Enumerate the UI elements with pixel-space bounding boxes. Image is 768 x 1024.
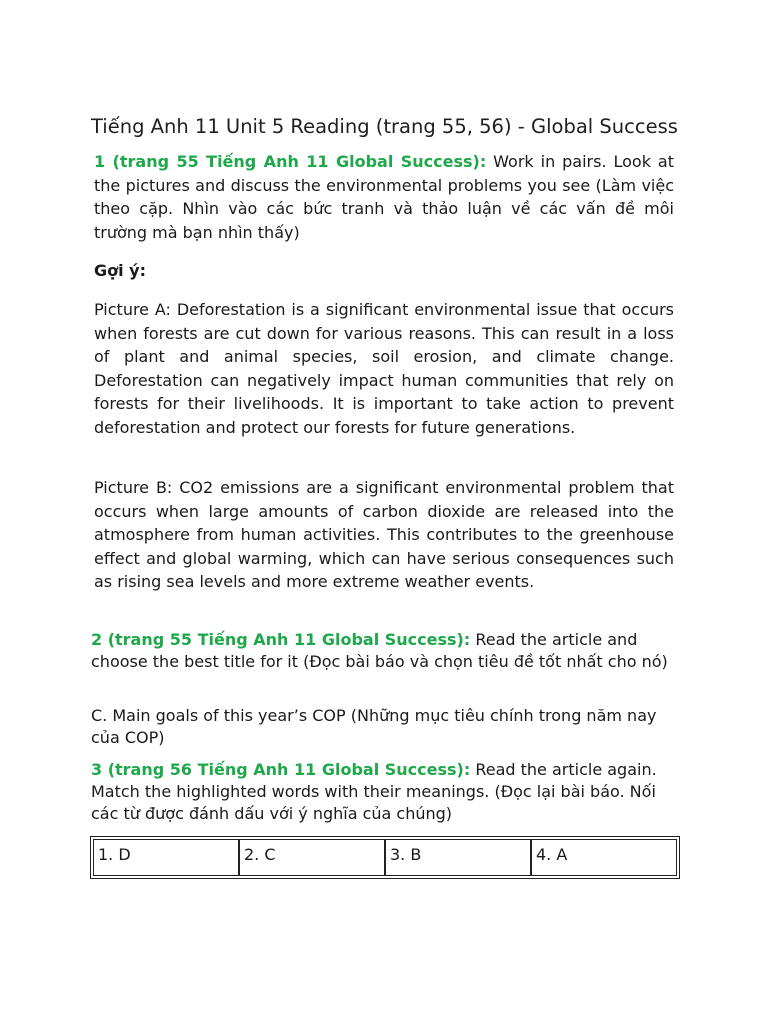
answer-cell-3: 3. B <box>386 840 532 875</box>
picture-b-paragraph: Picture B: CO2 emissions are a significant environmental problem that occurs when large amounts of carbon dioxide are released into the atmosphere from human activities. This contributes to the greenhouse effect and global warming, which can have serious consequences such as rising sea levels and more extreme weather events. <box>94 478 674 591</box>
answer-table <box>90 836 680 879</box>
question-1-text: Work in pairs. Look at the pictures and discuss the environmental problems you see (Làm việc theo cặp. Nhìn vào các bức tranh và thảo luận về các vấn đề môi trường mà bạn nhìn thấy) <box>94 152 674 242</box>
answer-cell-2: 2. C <box>240 840 386 875</box>
question-3-label: 3 (trang 56 Tiếng Anh 11 Global Success): <box>91 760 471 779</box>
question-2-label: 2 (trang 55 Tiếng Anh 11 Global Success): <box>91 630 471 649</box>
question-1 <box>94 150 674 244</box>
picture-a-paragraph: Picture A: Deforestation is a significant environmental issue that occurs when forests are cut down for various reasons. This can result in a loss of plant and animal species, soil erosion, and climate change. Deforestation can negatively impact human communities that rely on forests for their livelihoods. It is important to take action to prevent deforestation and protect our forests for future generations. <box>94 300 674 437</box>
page-title: Tiếng Anh 11 Unit 5 Reading (trang 55, 56) - Global Success <box>91 115 678 138</box>
answer-cell-1: 1. D <box>94 840 240 875</box>
question-2-text: Read the article and choose the best title for it (Đọc bài báo và chọn tiêu đề tốt nhất cho nó) <box>91 630 668 671</box>
hint-label: Gợi ý: <box>94 261 147 280</box>
question-2 <box>91 629 681 673</box>
question-3-text: Read the article again. Match the highlighted words with their meanings. (Đọc lại bài báo. Nối các từ được đánh dấu với ý nghĩa của chúng) <box>91 760 657 823</box>
question-1-label: 1 (trang 55 Tiếng Anh 11 Global Success): <box>94 152 487 171</box>
question-3 <box>91 759 681 825</box>
answer-cell-4: 4. A <box>536 845 568 864</box>
answer-table-row <box>93 839 677 876</box>
question-2-answer: C. Main goals of this year’s COP (Những mục tiêu chính trong năm nay của COP) <box>91 706 657 747</box>
